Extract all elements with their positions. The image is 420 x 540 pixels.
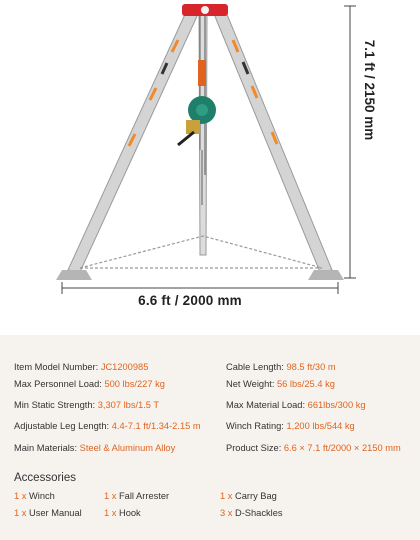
accessory-item: [14, 491, 55, 501]
spec-value: JC1200985: [100, 362, 149, 372]
spec-value: 1,200 lbs/544 kg: [286, 421, 355, 431]
spec-min-static-strength: [14, 400, 159, 410]
accessory-item: [220, 491, 277, 501]
spec-value: 4.4-7.1 ft/1.34-2.15 m: [111, 421, 201, 431]
spec-label: Min Static Strength:: [14, 400, 96, 410]
spec-product-size: [226, 443, 401, 453]
spec-value: 500 lbs/227 kg: [104, 379, 165, 389]
spec-value: Steel & Aluminum Alloy: [79, 443, 176, 453]
spec-label: Winch Rating:: [226, 421, 284, 431]
height-label: 7.1 ft / 2150 mm: [362, 39, 377, 141]
spec-max-material-load: [226, 400, 366, 410]
accessory-qty: 1 x: [14, 508, 27, 518]
spec-cable-length: [226, 362, 336, 372]
accessory-name: Winch: [29, 491, 55, 501]
accessories-title: Accessories: [14, 472, 76, 484]
spec-value: 6.6 × 7.1 ft/2000 × 2150 mm: [283, 443, 401, 453]
accessory-qty: 1 x: [104, 508, 117, 518]
spec-adjustable-leg-length: [14, 421, 201, 431]
spec-main-materials: [14, 443, 175, 453]
specifications-panel: [0, 335, 420, 540]
tripod-head: [182, 4, 228, 16]
accessory-item: [104, 491, 169, 501]
width-label: 6.6 ft / 2000 mm: [138, 293, 242, 308]
spec-label: Cable Length:: [226, 362, 284, 372]
spec-value: 98.5 ft/30 m: [286, 362, 336, 372]
accessory-qty: 1 x: [14, 491, 27, 501]
tripod-feet: [56, 270, 344, 280]
spec-value: 3,307 lbs/1.5 T: [97, 400, 160, 410]
spec-label: Max Personnel Load:: [14, 379, 102, 389]
spec-max-personnel-load: [14, 379, 165, 389]
accessory-name: Hook: [119, 508, 141, 518]
spec-value: 661lbs/300 kg: [307, 400, 366, 410]
spec-label: Adjustable Leg Length:: [14, 421, 110, 431]
spec-label: Net Weight:: [226, 379, 275, 389]
spec-value: 56 lbs/25.4 kg: [277, 379, 335, 389]
accessory-qty: 1 x: [104, 491, 117, 501]
accessory-qty: 1 x: [220, 491, 233, 501]
height-dimension-line: [344, 6, 356, 278]
spec-label: Max Material Load:: [226, 400, 306, 410]
spec-net-weight: [226, 379, 335, 389]
accessory-name: D-Shackles: [235, 508, 283, 518]
spec-winch-rating: [226, 421, 355, 431]
spec-label: Item Model Number:: [14, 362, 99, 372]
spec-item-model: [14, 362, 148, 372]
accessory-item: [104, 508, 141, 518]
accessory-name: Fall Arrester: [119, 491, 170, 501]
spec-label: Product Size:: [226, 443, 282, 453]
spec-label: Main Materials:: [14, 443, 78, 453]
accessory-name: Carry Bag: [235, 491, 277, 501]
accessory-qty: 3 x: [220, 508, 233, 518]
accessory-item: [220, 508, 283, 518]
accessory-name: User Manual: [29, 508, 82, 518]
accessory-item: [14, 508, 82, 518]
